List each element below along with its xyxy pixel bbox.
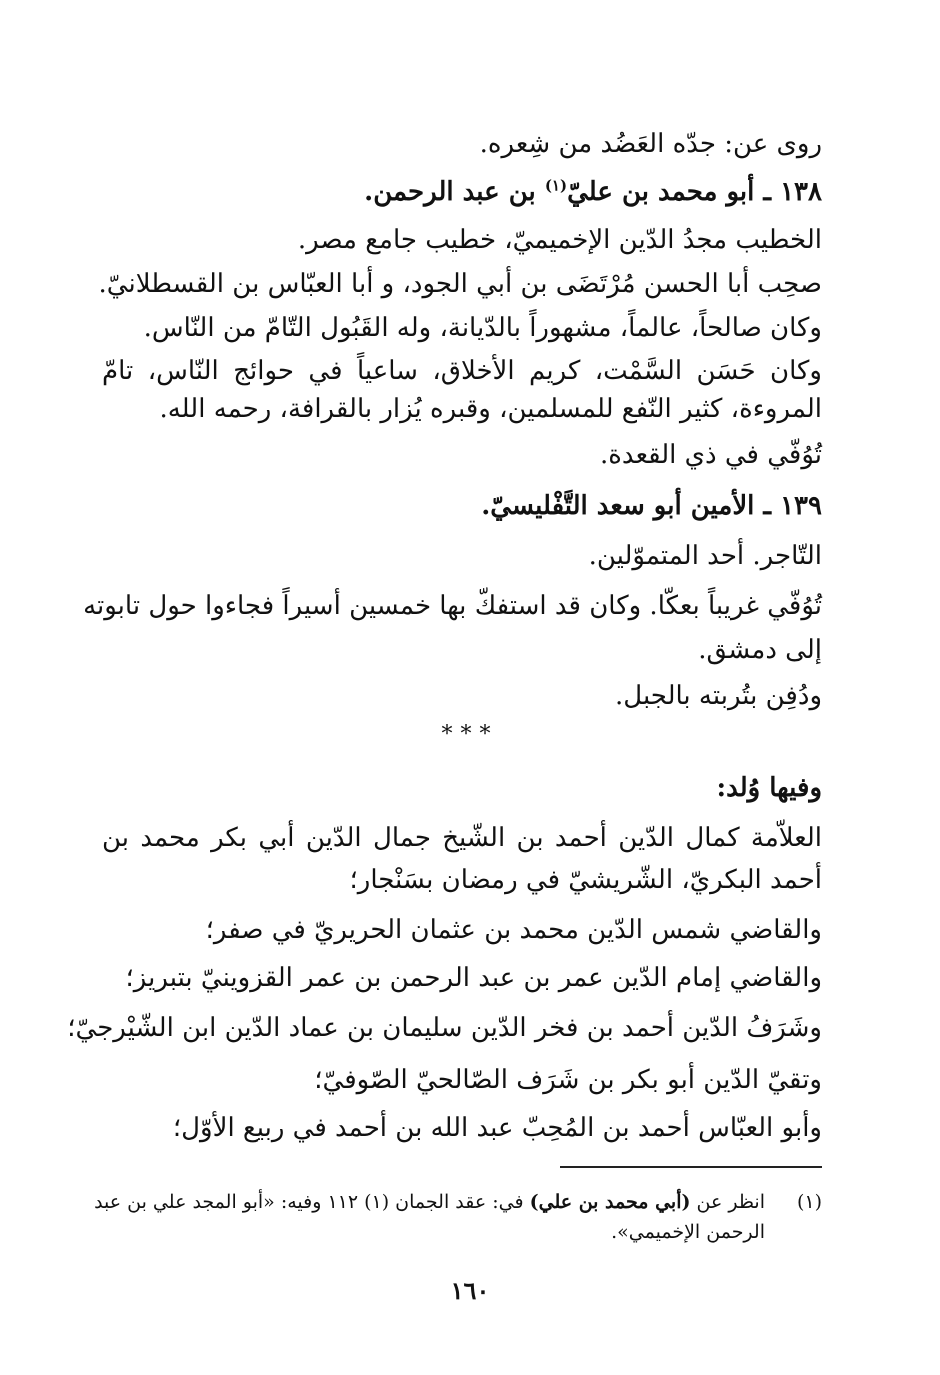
footnote-number: (١) [796,1191,822,1213]
text-line: وشَرَفُ الدّين أحمد بن فخر الدّين سليمان بن عماد الدّين ابن الشّيْرجيّ؛ [67,1013,822,1043]
text-line: أحمد البكريّ، الشّريشيّ في رمضان بسَنْجار؛ [349,865,822,895]
text-line: الخطيب مجدُ الدّين الإخميميّ، خطيب جامع مصر. [297,225,822,255]
text-line: وكان حَسَن السَّمْت، كريم الأخلاق، ساعياً في حوائج النّاس، تامّ [102,356,822,386]
section-separator: *** [441,722,499,747]
footnote-divider [560,1166,822,1168]
text-line: والقاضي إمام الدّين عمر بن عبد الرحمن بن عمر القزوينيّ بتبريز؛ [125,963,822,993]
page-number: ١٦٠ [450,1276,490,1305]
footnote-ref: (١) [544,176,568,195]
text-line: إلى دمشق. [698,635,822,665]
text-line: ودُفِن بتُربته بالجبل. [615,681,822,711]
text-line: وأبو العبّاس أحمد بن المُحِبّ عبد الله بن أحمد في ربيع الأوّل؛ [172,1113,822,1143]
entry-heading-139: ١٣٩ ـ الأمين أبو سعد التَّفْليسيّ. [481,491,822,521]
entry-number: ١٣٨ ـ [763,177,822,207]
footnote-bold: (أبي محمد بن علي) [529,1191,691,1213]
text-line: العلاّمة كمال الدّين أحمد بن الشّيخ جمال الدّين أبي بكر محمد بن [102,823,822,853]
section-heading: وفيها وُلد: [716,773,822,803]
text-line: روى عن: جدّه العَضُد من شِعره. [479,129,822,159]
footnote-rest: في: عقد الجمان (١) ١١٢ وفيه: «أبو المجد علي بن عبد [94,1191,524,1213]
entry-name: أبو محمد بن عليّ [567,177,755,207]
entry-name-cont: بن عبد الرحمن. [364,177,536,207]
text-line: المروءة، كثير النّفع للمسلمين، وقبره يُزار بالقرافة، رحمه الله. [159,394,822,424]
text-line: وكان صالحاً، عالماً، مشهوراً بالدّيانة، وله القَبُول التّامّ من النّاس. [143,313,822,343]
footnote-text-line2: الرحمن الإخميمي». [611,1221,765,1243]
footnote-pre: انظر عن [696,1191,765,1213]
text-line: وتقيّ الدّين أبو بكر بن شَرَف الصّالحيّ الصّوفيّ؛ [314,1065,822,1095]
entry-heading-138 [102,174,822,210]
text-line: التّاجر. أحد المتموّلين. [588,541,822,571]
text-line: تُوُفّي غريباً بعكّا. وكان قد استفكّ بها خمسين أسيراً فجاءوا حول تابوته [83,591,822,621]
text-line: صحِب أبا الحسن مُرْتَضَى بن أبي الجود، و أبا العبّاس بن القسطلانيّ. [98,269,822,299]
text-line: والقاضي شمس الدّين محمد بن عثمان الحريريّ في صفر؛ [205,915,822,945]
text-line: تُوُفّي في ذي القعدة. [600,440,822,470]
footnote-text [94,1188,765,1216]
